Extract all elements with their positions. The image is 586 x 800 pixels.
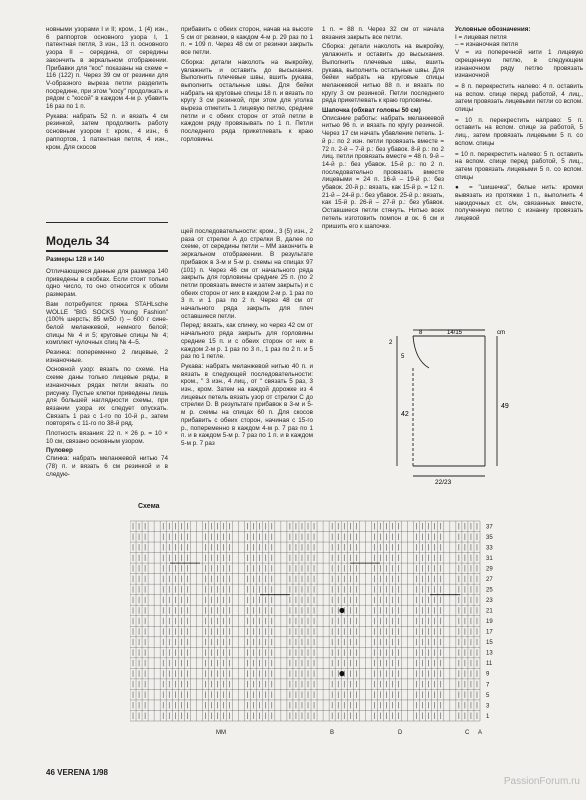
front-text: Перед: вязать, как спинку, но через 42 см от начального ряда закрыть для горловины средние 15 п. и с обеих сторон от них в каждом 2-м р. 1 раз по 3 п., 1 раз по 2 п. и 5 раз по 1 петле.: [181, 322, 313, 361]
row-number: 37: [486, 524, 493, 531]
row-number: 17: [486, 629, 493, 636]
knitting-chart: [130, 515, 510, 740]
row-number: 15: [486, 640, 493, 647]
row-number: 21: [486, 608, 493, 615]
assembly-text: Сборка: детали наколоть на выкройку, увлажнить и оставить до высыхания. Выполнить плечевые швы, вшить рукава, выполнить остальные швы. Для бейки набрать на круговые спицы 18 п. и вязать по кругу 3 см резинкой, при этом для уголка выреза отметить 1 лицевую петлю, средние петли и с обеих сторон от этой петли в каждом ряду провязывать по 1 п. Петли последнего ряда прикетлевать к краю горловины.: [181, 58, 313, 143]
row-number: 29: [486, 566, 493, 573]
section-divider: [46, 250, 168, 252]
pattern-text-2: прибавить с обеих сторон, начав на высоте 5 см от резинки, в каждом 4-м р. 29 раз по 1 п. = 109 п. Через 48 см от резинки закрыть все петли.: [181, 26, 313, 57]
chart-marker: D: [398, 730, 403, 736]
page-footer: 46 VERENA 1/98: [46, 768, 108, 777]
chart-marker: C: [465, 730, 470, 736]
dim-49: 49: [501, 403, 509, 410]
assembly-text-2: Сборка: детали наколоть на выкройку, увлажнить и оставить до высыхания. Выполнить плечевые швы, вшить рукава, выполнить остальные швы. Для бейки набрать на круговые спицы меланжевой нитью 88 п. и вязать по кругу 3 см резинкой. Петли последнего ряда прикетлевать к краю горловины.: [322, 43, 444, 105]
back-continued: щей последовательности: кром., 3 (5) изн., 2 раза от стрелки А до стрелки B, далее по схеме, от середины петли – ММ закончить в зеркальном отображении. В результате прибавок в 3-м и 5-м р. схемы на спицах 97 (101) п. Через 46 см от начального ряда закрыть для горловины средние 25 п. (по 2 петли провязать вместе и затем закрыть) и с обеих сторон от них в каждом 2-м р. 1 раз по 3 п. и 1 раз по 2 п. Через 48 см от начального ряда закрыть для плеч оставшиеся петли.: [181, 228, 313, 320]
legend-item: I = лицевая петля: [455, 33, 507, 41]
legend-title: Условные обозначения:: [455, 26, 531, 33]
chart-marker: A: [478, 730, 483, 736]
row-number: 11: [486, 661, 493, 668]
row-number: 3: [486, 703, 490, 710]
legend-item: – = изнаночная петля: [455, 41, 518, 49]
gauge-text: Плотность вязания: 22 п. × 26 р. = 10 × 10 см, связано основным узором.: [46, 430, 168, 445]
row-number: 19: [486, 619, 493, 626]
legend: [455, 26, 583, 268]
pattern-text-1: новными узорами I и II; кром., 1 (4) изн., 6 раппортов основного узора I, 1 патентная петля, 3 изн., 13 п. основного узора II – середина, от середины закончить в зеркальном отображении. Прибавки для "кос" показаны на схеме = 116 (122) п. Через 39 см от резинки для V-образного выреза петли разделить посредине, при этом "косу" продолжать и рядом с "косой" в каждом 4-м р. убавить 16 раз по 1 п.: [46, 26, 168, 111]
row-number: 33: [486, 545, 493, 552]
section-divider: [46, 222, 168, 223]
row-number: 31: [486, 555, 493, 562]
row-number: 7: [486, 682, 490, 689]
legend-item: V = из поперечной нити 1 лицевую скрещенную петлю, в следующем изнаночном ряду петлю провязать изнаночной: [455, 49, 583, 80]
row-number: 23: [486, 598, 493, 605]
garment-schematic: [385, 328, 560, 488]
row-number: 27: [486, 577, 493, 583]
bobble: [340, 671, 344, 675]
legend-item: = 10 п. перекрестить налево: 5 п. оставить на вспом. спице перед работой, 5 лиц., затем провязать лицевыми 5 п. со вспом. спицы: [455, 150, 583, 181]
legend-item: = 8 п. перекрестить налево: 4 п. оставить на вспом. спице перед работой, 4 лиц., затем провязать лицевыми петли со вспом. спицы: [455, 82, 583, 114]
pullover-heading: Пуловер: [46, 447, 73, 455]
sleeve-text: Рукава: набрать 52 п. и вязать 4 см резинкой, затем продолжить работу основным узором I: кром., 4 изн., 6 раппортов, 1 патентная петля, 4 изн., кром. Для скосов: [46, 112, 168, 151]
sleeves-text: Рукава: набрать меланжевой нитью 40 п. и вязать в следующей последовательности: кром., " 3 изн., 4 лиц., от " связать 5 раз, 3 изн., кром. Затем на каждой дорожке из 4 лицевых петель вязать узор от стрелки C до стрелки D. В результате прибавок в 3-м и 5-м р. схемы на спицах 60 п. Для скосов прибавить с обеих сторон, начиная с 15-го р., попеременно в каждом 4-м р. 7 раз по 1 п. и в каждом 5-м р. 7 раз по 1 п. и в каждом 5-м р. 7 раз: [181, 362, 313, 447]
main-pattern-text: Основной узор: вязать по схеме. На схеме даны только лицевые ряды, в изнаночных рядах петли вязать по рисунку. Пустые клетки приведены лишь для большей наглядности схемы, при вязании узора их следует опускать. Связать 1 раз с 1-го по 10-й р., затем повторять с 11-го по 38-й ряд.: [46, 366, 168, 428]
chart-marker: MM: [216, 730, 226, 736]
dim-8: 8: [419, 330, 423, 336]
row-number: 9: [486, 671, 490, 678]
watermark: PassionForum.ru: [503, 776, 580, 787]
column-2-top: [181, 26, 313, 172]
row-number: 5: [486, 692, 490, 699]
materials-text: Вам потребуется: пряжа STAHLsche WOLLE "BIG SOCKS Young Fashion" (100% шерсть; 85 м/50 г) – 600 г сине-белой меланжевой, немного белой; спицы № 4 и 5; круговые спицы № 4; комплект чулочных спиц № 4–5.: [46, 300, 168, 347]
chart-marker: B: [330, 730, 335, 736]
legend-item: ● = "шишечка", белые нить: кромки вывязать из протяжки 1 п., выполнить 4 накидочных ст. с/н, связанных вместе, полученную петлю с изнанку провязать лицевой: [455, 184, 583, 223]
row-number: 35: [486, 534, 493, 541]
hat-title: Шапочка (обхват головы 50 см): [322, 107, 421, 115]
rib-text: Резинка: попеременно 2 лицевые, 2 изнаночные.: [46, 349, 168, 364]
intro-text: Отличающиеся данные для размера 140 приведены в скобках. Если стоит только одно число, то оно относится к обоим размерам.: [46, 268, 168, 299]
back-text: Спинка: набрать меланжевой нитью 74 (78) п. и вязать 6 см резинкой и в следую-: [46, 455, 168, 478]
column-3: [322, 26, 444, 278]
column-1-top: [46, 26, 168, 186]
dim-14: 14/15: [447, 330, 463, 336]
bobble: [340, 608, 344, 612]
sizes: Размеры 128 и 140: [46, 256, 105, 263]
legend-item: = 10 п. перекрестить направо: 5 п. оставить на вспом. спице за работой, 5 лиц., затем провязать лицевыми 5 п. со вспом. спицы: [455, 116, 583, 147]
pattern-text-3: 1 п. = 88 п. Через 32 см от начала вязания закрыть все петли.: [322, 26, 444, 41]
column-1-body: [46, 268, 168, 488]
dim-2: 2: [389, 340, 393, 346]
dim-cm: cm: [497, 330, 505, 336]
hat-text: Описание работы: набрать меланжевой нитью 96 п. и вязать по кругу резинкой. Через 17 см начать убавление петель. 1-й р.: по 2 изн. петли провязать вместе = 72 п. 2-й – 7-й р.: без убавок. 8-й р.: по 2 лиц. петли провязать вместе = 48 п. 9-й – 14-й р.: без убавок. 15-й р.: по 2 п. последовательно провязать вместе лицевыми = 24 п. 16-й – 19-й р.: без убавок. 20-й р.: вязать, как 15-й р. = 12 п. 21-й – 24-й р.: без убавок. 25-й р.: вязать, как 15-й р. 26-й – 27-й р.: без убавок. Оставшиеся петли стянуть. Нитью всех петель изготовить помпон ø ок. 6 см и пришить его к шапочке.: [322, 114, 444, 230]
row-number: 13: [486, 650, 493, 657]
dim-42: 42: [401, 411, 409, 418]
chart-title: Схема: [138, 503, 160, 510]
row-number: 25: [486, 587, 493, 594]
dim-5: 5: [401, 354, 405, 360]
column-2-body: [181, 228, 313, 490]
row-number: 1: [486, 713, 490, 720]
dim-22: 22/23: [435, 479, 452, 486]
model-title: Модель 34: [46, 234, 110, 248]
